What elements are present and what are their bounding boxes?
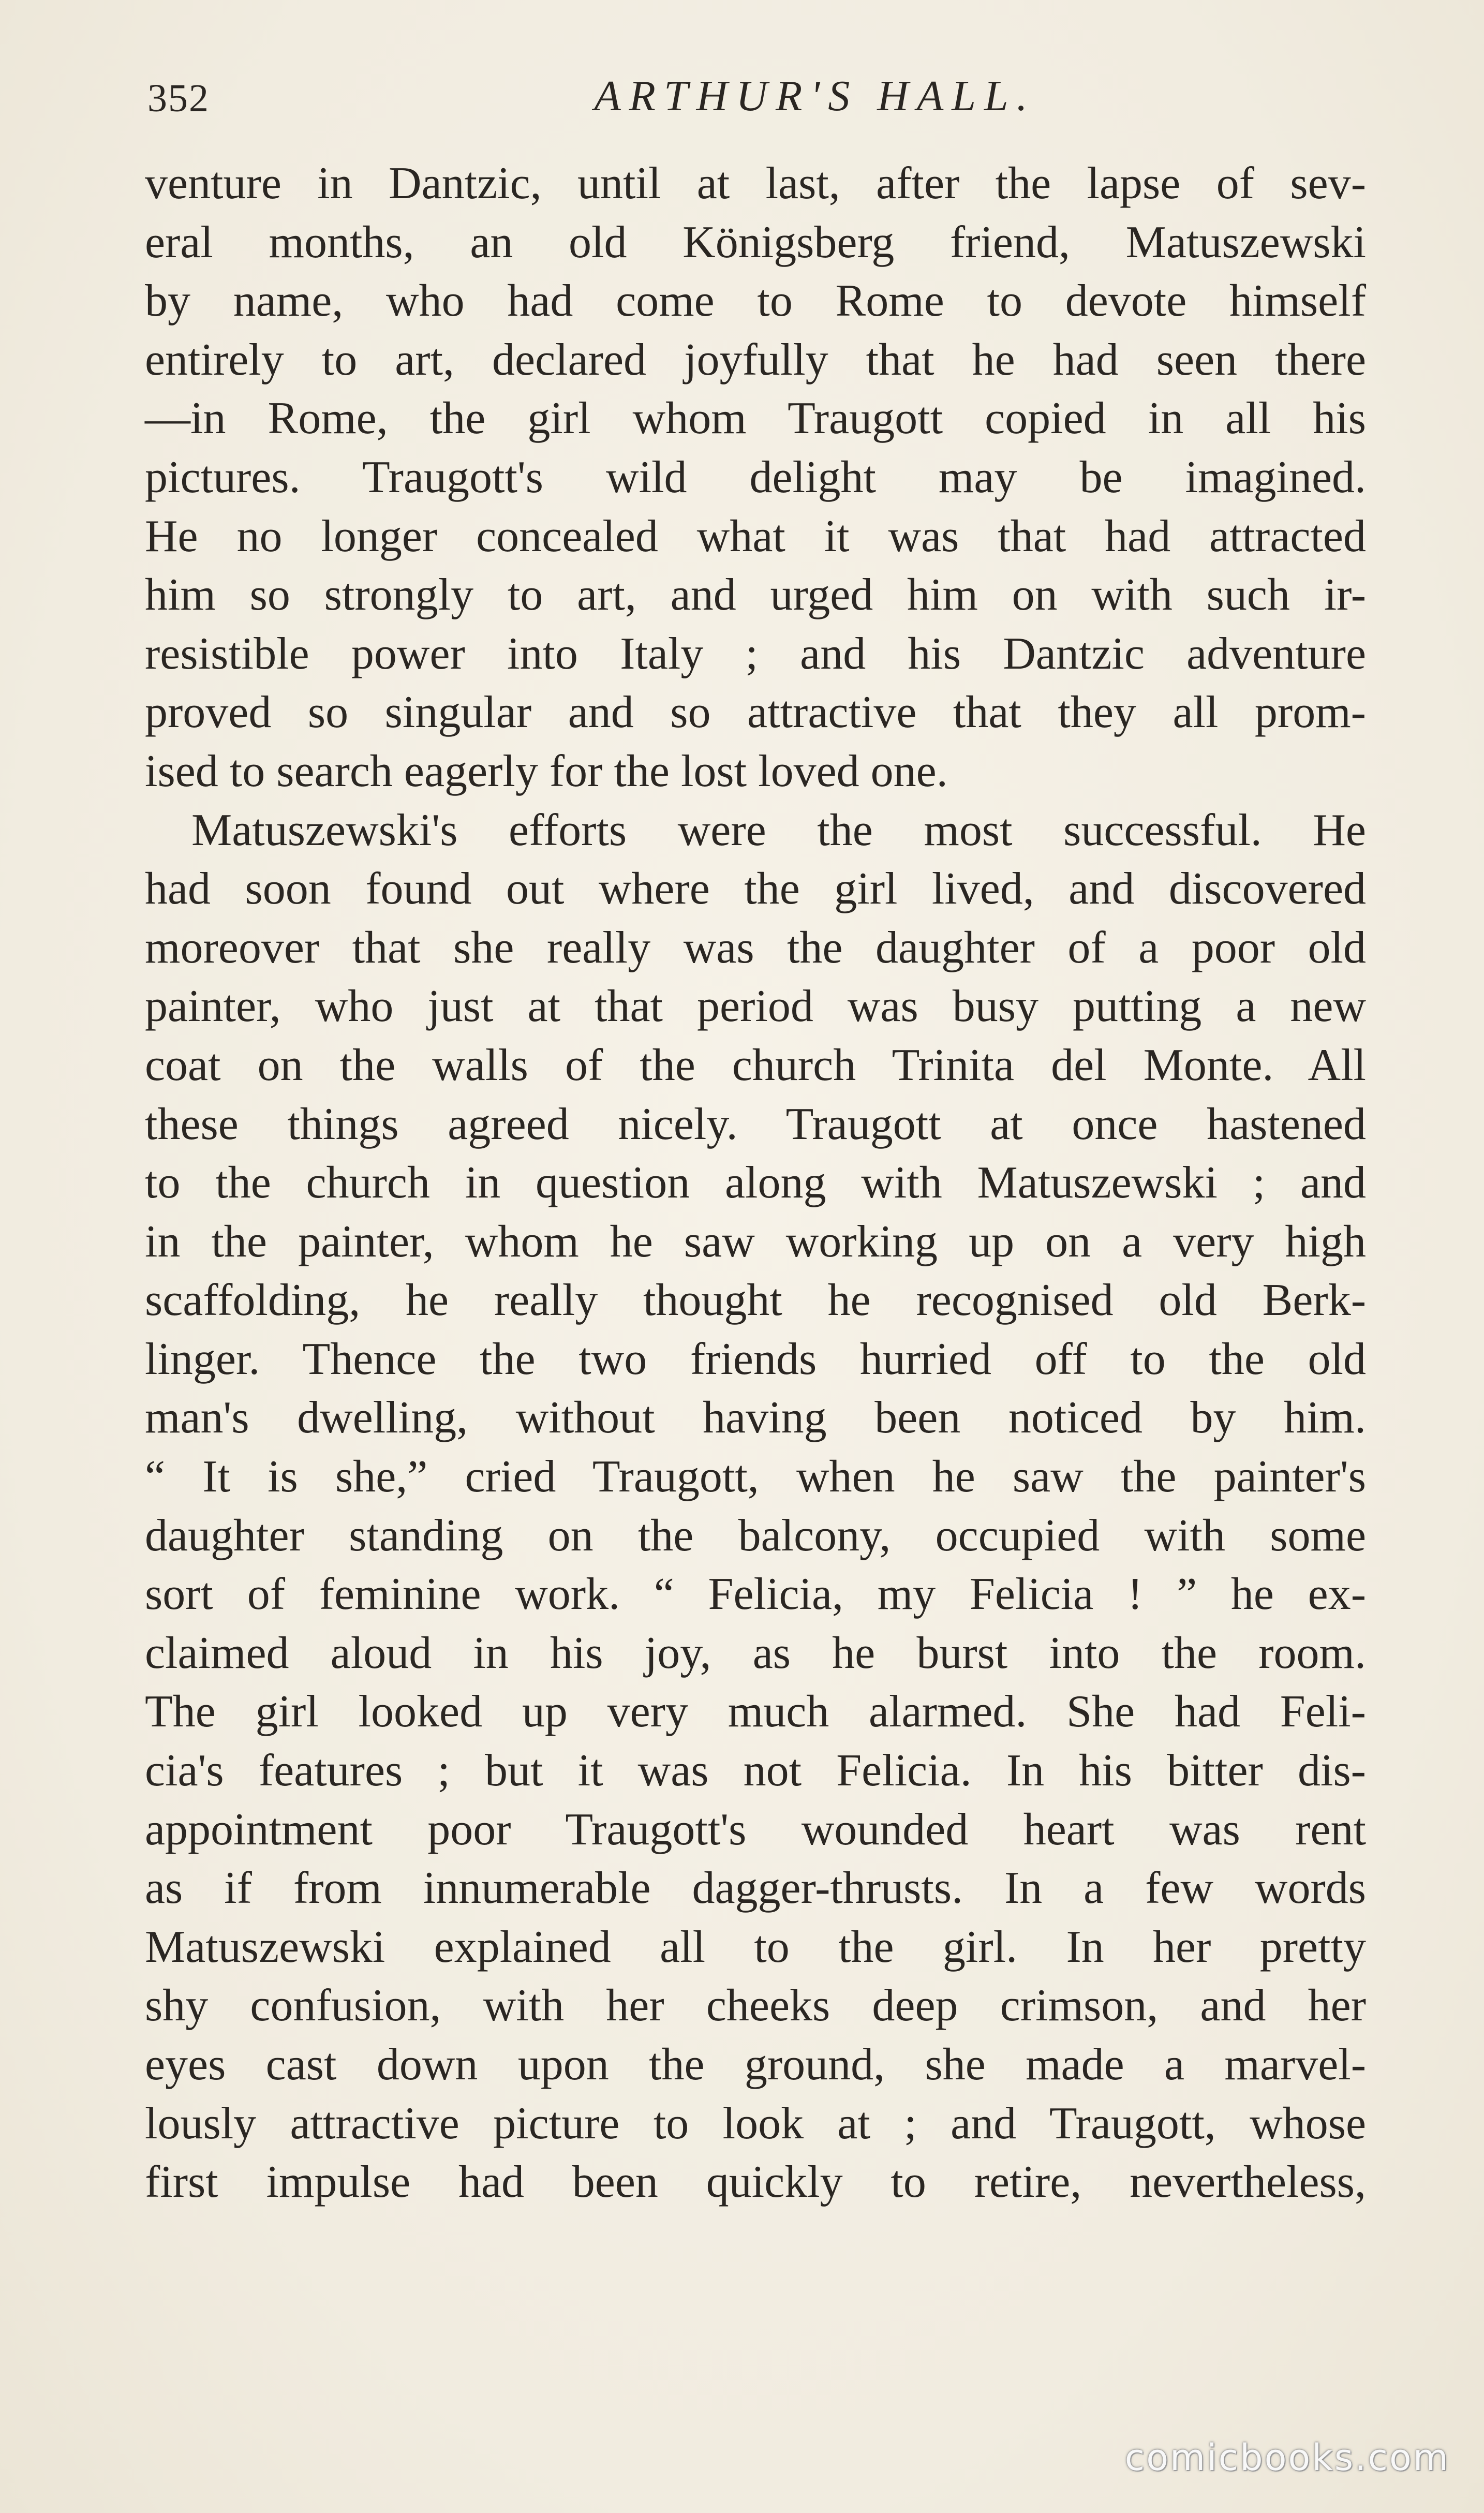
page-number: 352 bbox=[147, 77, 210, 120]
text-line: shy confusion, with her cheeks deep crimson, and her bbox=[145, 1980, 1366, 2031]
text-line: —in Rome, the girl whom Traugott copied in all his bbox=[145, 393, 1366, 444]
text-line: “ It is she,” cried Traugott, when he saw the painter's bbox=[145, 1452, 1366, 1502]
text-line: scaffolding, he really thought he recognised old Berk- bbox=[145, 1275, 1366, 1326]
text-line: man's dwelling, without having been noticed by him. bbox=[145, 1393, 1366, 1443]
text-line: venture in Dantzic, until at last, after the lapse of sev- bbox=[145, 158, 1366, 209]
text-line: eral months, an old Königsberg friend, Matuszewski bbox=[145, 217, 1366, 268]
text-line: first impulse had been quickly to retire, nevertheless, bbox=[145, 2157, 1366, 2208]
text-line: Matuszewski explained all to the girl. In her pretty bbox=[145, 1921, 1366, 1972]
text-line: him so strongly to art, and urged him on with such ir- bbox=[145, 570, 1366, 620]
text-line: sort of feminine work. “ Felicia, my Felicia ! ” he ex- bbox=[145, 1569, 1366, 1620]
text-line: in the painter, whom he saw working up on a very high bbox=[145, 1216, 1366, 1267]
text-line: eyes cast down upon the ground, she made a marvel- bbox=[145, 2039, 1366, 2090]
text-line: appointment poor Traugott's wounded heart was rent bbox=[145, 1804, 1366, 1855]
text-line: to the church in question along with Matuszewski ; and bbox=[145, 1158, 1366, 1208]
text-line: painter, who just at that period was busy putting a new bbox=[145, 981, 1366, 1032]
text-line: pictures. Traugott's wild delight may be imagined. bbox=[145, 452, 1366, 502]
text-line: these things agreed nicely. Traugott at once hastened bbox=[145, 1099, 1366, 1149]
text-line: ised to search eagerly for the lost loved one. bbox=[145, 746, 948, 796]
text-line: cia's features ; but it was not Felicia. In his bitter dis- bbox=[145, 1746, 1366, 1796]
text-line: daughter standing on the balcony, occupied with some bbox=[145, 1510, 1366, 1561]
text-line: as if from innumerable dagger-thrusts. In a few words bbox=[145, 1863, 1366, 1914]
text-line: claimed aloud in his joy, as he burst into the room. bbox=[145, 1628, 1366, 1678]
text-line: had soon found out where the girl lived, and discovered bbox=[145, 864, 1366, 914]
running-head bbox=[147, 61, 1369, 128]
text-line: linger. Thence the two friends hurried off to the old bbox=[145, 1334, 1366, 1384]
text-line: by name, who had come to Rome to devote himself bbox=[145, 276, 1366, 327]
text-line: proved so singular and so attractive that they all prom- bbox=[145, 687, 1366, 738]
text-line: coat on the walls of the church Trinita del Monte. All bbox=[145, 1040, 1366, 1090]
text-line: lously attractive picture to look at ; and Traugott, whose bbox=[145, 2098, 1366, 2149]
paragraph-1 bbox=[145, 154, 1366, 801]
site-watermark: comicbooks.com bbox=[1124, 2436, 1450, 2479]
body-text bbox=[145, 154, 1366, 2212]
text-line: The girl looked up very much alarmed. She had Feli- bbox=[145, 1687, 1366, 1737]
text-line: entirely to art, declared joyfully that he had seen there bbox=[145, 334, 1366, 385]
text-line: He no longer concealed what it was that had attracted bbox=[145, 511, 1366, 561]
text-line: moreover that she really was the daughter of a poor old bbox=[145, 922, 1366, 973]
text-line: Matuszewski's efforts were the most successful. He bbox=[191, 805, 1366, 855]
paragraph-2 bbox=[145, 801, 1366, 2212]
running-title: ARTHUR'S HALL. bbox=[594, 72, 1036, 120]
text-line: resistible power into Italy ; and his Dantzic adventure bbox=[145, 628, 1366, 679]
